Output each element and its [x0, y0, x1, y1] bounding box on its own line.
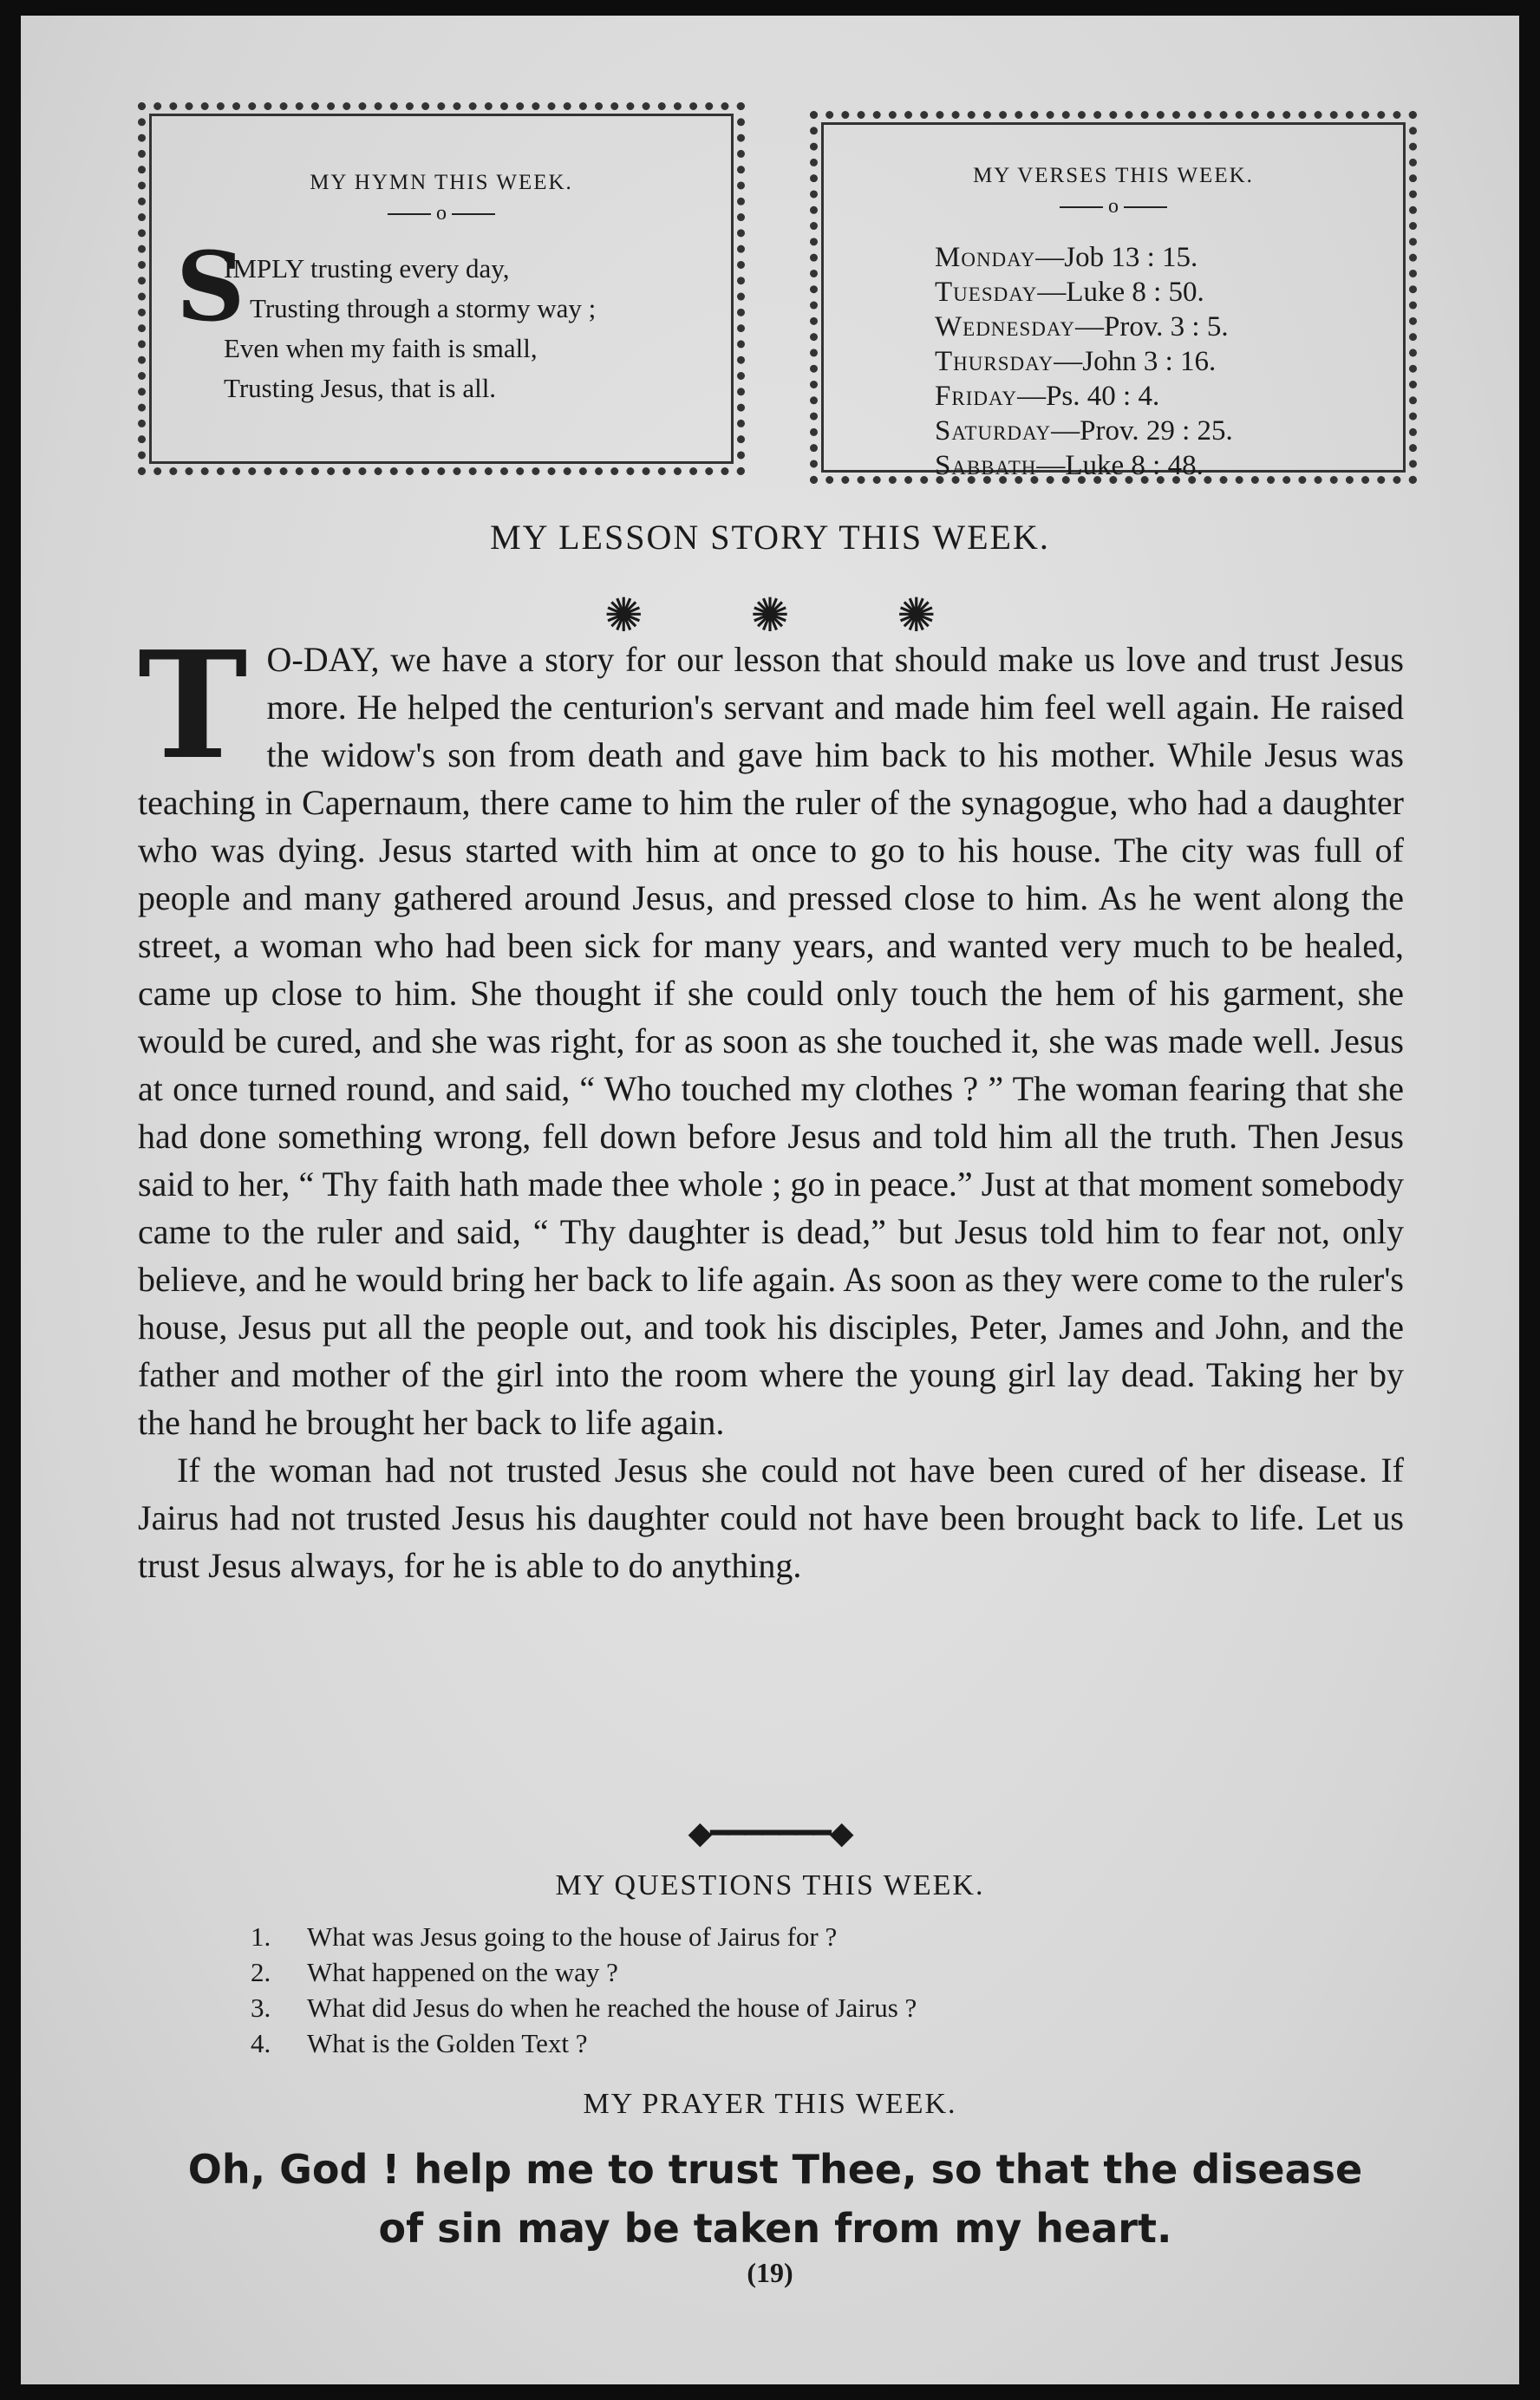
hymn-line: Trusting Jesus, that is all. [224, 373, 497, 403]
verses-separator: o [818, 195, 1409, 218]
verse-item: Friday—Ps. 40 : 4. [935, 381, 1160, 412]
question-item: 2. What happened on the way ? [251, 1957, 618, 1987]
hymn-line: Even when my faith is small, [224, 333, 538, 363]
verses-box [810, 111, 1417, 484]
lesson-story [138, 619, 1404, 1589]
verse-item: Sabbath—Luke 8 : 48. [935, 450, 1204, 481]
verse-item: Monday—Job 13 : 15. [935, 242, 1198, 273]
prayer-title: MY PRAYER THIS WEEK. [583, 2088, 957, 2120]
hymn-title: MY HYMN THIS WEEK. [310, 171, 573, 194]
verses-title: MY VERSES THIS WEEK. [973, 164, 1254, 187]
question-item: 1. What was Jesus going to the house of Jairus for ? [251, 1921, 838, 1952]
divider-ornament: ◆━━━━━━━◆ [688, 1816, 852, 1850]
page [21, 16, 1519, 2384]
hymn-separator: o [146, 202, 737, 225]
verse-item: Thursday—John 3 : 16. [935, 346, 1217, 377]
ornament-icon: ✺ [750, 590, 790, 642]
page-number: (19) [747, 2257, 793, 2288]
verse-item: Tuesday—Luke 8 : 50. [935, 277, 1204, 308]
lesson-paragraph: If the woman had not trusted Jesus she could not have been cured of her disease. If Jairus had not trusted Jesus his daughter could not have been brought back to life. Let us trust Jesus always, for he is able to do anything. [138, 1451, 1404, 1585]
hymn-drop-letter: S [176, 231, 245, 342]
questions-title: MY QUESTIONS THIS WEEK. [555, 1869, 985, 1901]
ornament-icon: ✺ [897, 590, 936, 642]
prayer-text: Oh, God ! help me to trust Thee, so that the disease of sin may be taken from my heart. [187, 2146, 1363, 2252]
question-item: 3. What did Jesus do when he reached the house of Jairus ? [251, 1992, 917, 2023]
hymn-line: Trusting through a stormy way ; [250, 293, 597, 323]
verse-item: Saturday—Prov. 29 : 25. [935, 415, 1233, 447]
lesson-paragraph: T O-DAY, we have a story for our lesson that should make us love and trust Jesus more. He helped the centurion's servant and made him feel well again. He raised the widow's son from death and gave him back to his mother. While Jesus was teaching in Capernaum, there came to him the ruler of the synagogue, who had a daughter who was dying. Jesus started with him at once to go to his house. The city was full of people and many gathered around Jesus, and pressed close to him. As he went along the street, a woman who had been sick for many years, and wanted very much to be healed, came up close to him. She thought if she could only touch the hem of his garment, she would be cured, and she was right, for as soon as she touched it, she was made well. Jesus at once turned round, and said, “ Who touched my clothes ? ” The woman fearing that she had done something wrong, fell down before Jesus and told him all the truth. Then Jesus said to her, “ Thy faith hath made thee whole ; go in peace.” Just at that moment somebody came to the ruler and said, “ Thy daughter is dead,” but Jesus told him to fear not, only believe, and he would bring her back to life again. As soon as they were come to the ruler's house, Jesus put all the people out, and took his disciples, Peter, James and John, and the father and mother of the girl into the room where the young girl lay dead. Taking her by the hand he brought her back to life again. [138, 619, 1404, 1442]
lesson-title: MY LESSON STORY THIS WEEK. [490, 518, 1050, 557]
ornament-icon: ✺ [604, 590, 643, 642]
hymn-line: IMPLY trusting every day, [224, 253, 510, 284]
hymn-lines [176, 231, 597, 408]
lesson-drop-letter: T [138, 619, 248, 792]
verse-list [935, 240, 1233, 483]
questions-list [251, 1919, 917, 2061]
hymn-box [138, 102, 745, 475]
verse-item: Wednesday—Prov. 3 : 5. [935, 311, 1229, 342]
question-item: 4. What is the Golden Text ? [251, 2028, 588, 2058]
